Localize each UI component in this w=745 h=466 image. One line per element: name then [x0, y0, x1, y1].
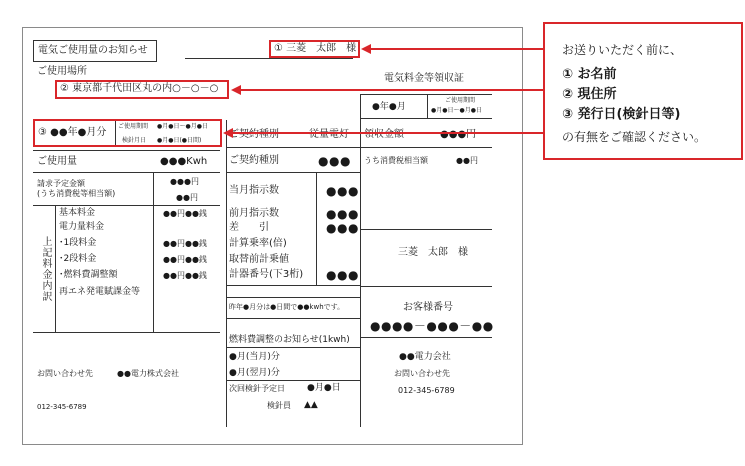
date-divider	[115, 121, 116, 145]
meter-value: ●●●	[326, 221, 359, 235]
breakdown-heading: 上記料金内訳	[40, 236, 51, 302]
usage-label: ご使用量	[37, 156, 77, 167]
receipt-tax-label: うち消費税相当額	[364, 156, 428, 165]
receipt-year-divider	[427, 94, 428, 118]
next-read-value: ●月●日	[307, 383, 341, 393]
name-underline	[185, 58, 353, 59]
breakdown-label: 再エネ発電賦課金等	[59, 287, 141, 297]
middle-contract-value: ●●●	[318, 154, 351, 168]
middle-line-2	[226, 172, 360, 173]
receipt-tax-value: ●●円	[456, 156, 478, 165]
meter-label: 前月指示数	[229, 208, 279, 219]
connector-address	[240, 89, 544, 91]
meter-value: ●●●	[326, 207, 359, 221]
receipt-line-6	[360, 337, 492, 338]
callout-item-name: ① お名前	[562, 67, 617, 82]
left-inner-divider	[55, 205, 56, 332]
left-line-4	[33, 332, 220, 333]
receipt-contact-label: お問い合わせ先	[394, 369, 450, 378]
fuel-row: ●月(翌月)分	[229, 368, 280, 378]
breakdown-label: 基本料金	[59, 208, 96, 218]
billing-sub: (うち消費税等相当額)	[37, 189, 116, 198]
contact-company: ●●電力株式会社	[117, 369, 179, 378]
meter-value: ●●●	[326, 184, 359, 198]
arrow-name	[361, 44, 371, 54]
callout-item-address: ② 現住所	[562, 87, 617, 102]
meter-label: 差 引	[229, 222, 269, 233]
receipt-year-month: ●年●月	[372, 102, 406, 112]
customer-no-label: お客様番号	[403, 302, 453, 313]
connector-date	[233, 132, 544, 134]
receipt-phone: 012-345-6789	[398, 386, 455, 395]
notice-title: 電気ご使用量のお知らせ	[38, 45, 148, 56]
reader-label: 検針員	[267, 401, 291, 410]
confirmation-callout	[543, 22, 743, 160]
meter-value: ●●●	[326, 268, 359, 282]
middle-line-4	[226, 297, 360, 298]
breakdown-value: ●●円●●銭	[163, 255, 207, 264]
read-date-label: 検針月日	[122, 137, 147, 144]
breakdown-value: ●●円●●銭	[163, 271, 207, 280]
receipt-usage-label: 従量電灯	[309, 129, 349, 140]
customer-name: ① 三菱 太郎 様	[274, 43, 357, 54]
reader-value: ▲▲	[304, 400, 318, 410]
meter-label: 計器番号(下3桁)	[229, 269, 304, 280]
fuel-heading: 燃料費調整のお知らせ(1kwh)	[229, 335, 350, 345]
receipt-customer-name: 三菱 太郎 様	[398, 247, 468, 258]
usage-value: ●●●Kwh	[160, 156, 208, 167]
place-heading: ご使用場所	[37, 66, 87, 77]
meter-label: 計算乗率(倍)	[229, 238, 287, 249]
billing-month: ③ ●●年●月分	[38, 127, 107, 138]
breakdown-value: ●●円●●銭	[163, 239, 207, 248]
receipt-line-3	[360, 147, 492, 148]
contact-phone: 012-345-6789	[37, 403, 87, 411]
meter-label: 当月指示数	[229, 185, 279, 196]
contact-label: お問い合わせ先	[37, 369, 93, 378]
receipt-line-4	[360, 229, 492, 230]
callout-closing: の有無をご確認ください。	[562, 130, 707, 144]
callout-item-date: ③ 発行日(検針日等)	[562, 107, 681, 122]
last-year-note: 昨年●月分は●日間で●●kwhです。	[229, 303, 345, 311]
middle-inner-divider	[316, 172, 317, 285]
middle-line-1	[226, 147, 360, 148]
address-value: ② 東京都千代田区丸の内○－○－○	[60, 83, 219, 94]
billing-label: 請求予定金額	[37, 179, 85, 188]
arrow-address	[231, 85, 241, 95]
fuel-row: ●月(当月)分	[229, 352, 280, 362]
middle-contract-top: ご契約種別	[229, 129, 279, 140]
callout-intro: お送りいただく前に、	[562, 43, 683, 57]
meter-label: 取替前計乗値	[229, 254, 289, 265]
breakdown-label: ･1段料金	[59, 238, 97, 248]
breakdown-label: ･燃料費調整額	[59, 270, 118, 280]
breakdown-label: 電力量料金	[59, 222, 105, 232]
middle-line-3	[226, 285, 360, 286]
arrow-date	[223, 128, 233, 138]
middle-line-6	[226, 347, 360, 348]
receipt-amount-label: 領収金額	[364, 129, 404, 140]
receipt-title: 電気料金等領収証	[384, 73, 464, 84]
billing-value: ●●●円	[170, 177, 199, 186]
breakdown-label: ･2段料金	[59, 254, 97, 264]
receipt-line-1	[360, 94, 492, 95]
period-value: ●月●日～●月●日	[157, 123, 208, 130]
customer-no-value: ●●●●－●●●－●●	[370, 319, 494, 333]
receipt-period-label: ご使用期間	[445, 97, 476, 104]
middle-line-7	[226, 380, 360, 381]
receipt-left-border	[360, 94, 361, 427]
receipt-amount-value: ●●●円	[440, 129, 477, 140]
next-read-label: 次回検針予定日	[229, 384, 285, 393]
connector-name	[370, 48, 544, 50]
receipt-line-2	[360, 118, 492, 119]
middle-contract-type: ご契約種別	[229, 155, 279, 166]
receipt-period-value: ●月●日～●月●日	[431, 107, 482, 114]
period-label: ご使用期間	[118, 123, 149, 130]
middle-line-5	[226, 318, 360, 319]
receipt-line-5	[360, 286, 492, 287]
left-line-2	[33, 172, 220, 173]
left-line-3	[33, 205, 220, 206]
receipt-company: ●●電力会社	[399, 352, 451, 362]
left-col-divider	[153, 172, 154, 332]
left-line-1	[33, 150, 220, 151]
read-date-value: ●月●日(●日間)	[157, 137, 202, 144]
billing-sub-value: ●●円	[176, 193, 198, 202]
breakdown-value: ●●円●●銭	[163, 209, 207, 218]
